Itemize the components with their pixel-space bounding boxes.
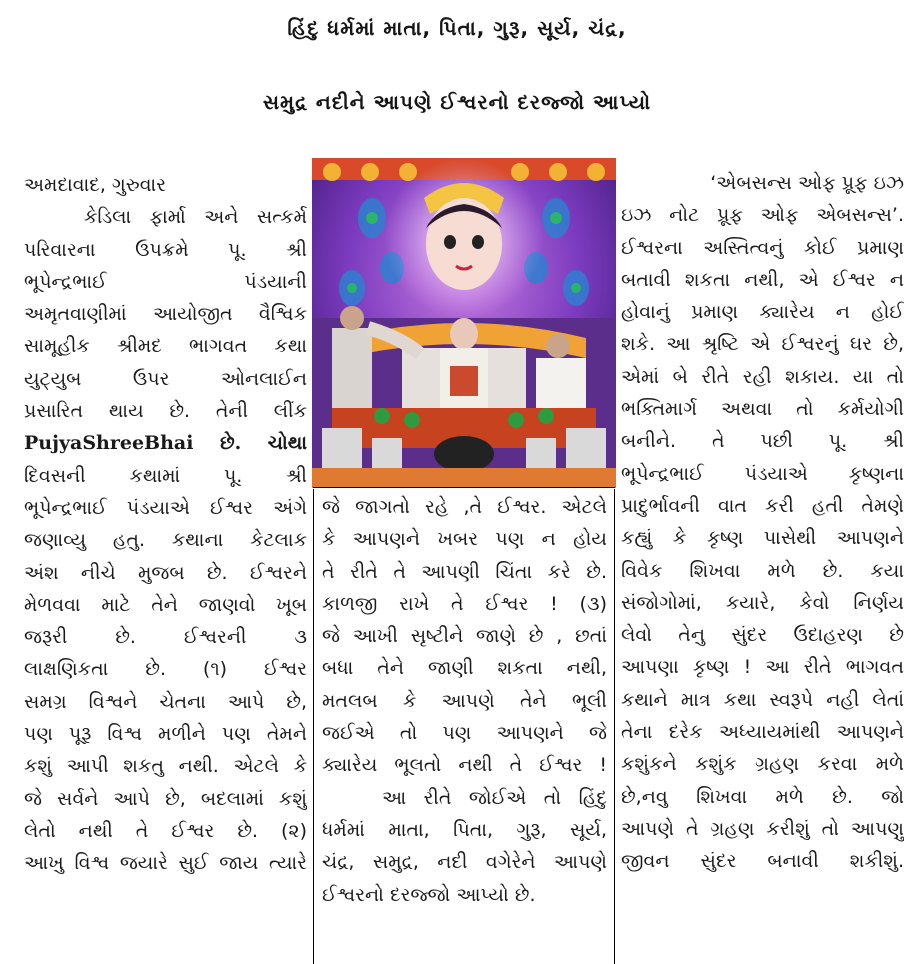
body-line: તેના દરેક અધ્યાયમાંથી આપણને [621, 721, 904, 744]
body-line: ભક્તિમાર્ગ અથવા તો કર્મયોગી [621, 398, 904, 421]
body-line: ‘એબસન્સ ઓફ પ્રૂફ ઇઝ [710, 172, 904, 194]
body-line: જણાવ્યુ હતુ. કથાના કેટલાક [24, 529, 307, 552]
body-line: છે,નવુ શિખવા મળે છે. જો [621, 785, 904, 808]
body-line: શકે. આ શ્રૃષ્ટિ એ ઈશ્વરનું ઘર છે, [621, 333, 904, 356]
body-line: આપણા કૃષ્ણ ! આ રીતે ભાગવત [621, 656, 904, 679]
body-line: ભૂપેન્દ્રભાઈ પંડયાએ ઈશ્વર અંગે [24, 496, 307, 519]
body-line: તે રીતે તે આપણી ચિંતા કરે છે. [322, 560, 607, 583]
body-line: પ્રાદુર્ભાવની વાત કરી હતી તેમણે [621, 494, 904, 517]
body-line: ક્યારેય ભૂલતો નથી તે ઈશ્વર ! [322, 754, 607, 777]
body-line: સંજોગોમાં, કયારે, કેવો નિર્ણય [621, 591, 904, 614]
column-rule-right [614, 489, 615, 964]
body-line: અમૃતવાણીમાં આયોજીત વૈશ્વિક [24, 303, 307, 326]
body-line: બધા તેને જાણી શકતા નથી, [322, 657, 607, 680]
article-column-1 [24, 169, 307, 880]
body-line: કહ્યું કે કૃષ્ણ પાસેથી આપણને [621, 527, 904, 550]
body-line: સામૂહીક શ્રીમદ ભાગવત કથા [24, 335, 307, 358]
body-line: જીવન સુંદર બનાવી શકીશું. [621, 850, 904, 873]
headline-line-2: સમુદ્ર નદીને આપણે ઈશ્વરનો દરજ્જો આપ્યો [262, 90, 652, 114]
body-line: PujyaShreeBhai છે. ચોથા [24, 432, 307, 455]
body-line: ચંદ્ર, સમુદ્ર, નદી વગેરેને આપણે [322, 851, 607, 874]
column-rule-left [313, 489, 314, 964]
body-line: જરૂરી છે. ઈશ્વરની ૩ [24, 626, 307, 649]
body-line: યુટ્યુબ ઉપર ઓનલાઈન [24, 367, 307, 390]
body-line: એમાં બે રીતે રહી શકાય. યા તો [621, 365, 904, 388]
body-line: કશું આપી શકતુ નથી. એટલે કે [24, 755, 307, 778]
dateline: અમદાવાદ, ગુરુવાર [24, 174, 167, 196]
article-column-3 [621, 167, 904, 878]
body-line: હોવાનું પ્રમાણ ક્યારેય ન હોઈ [621, 301, 904, 324]
body-line: લેતો નથી તે ઈશ્વર છે. (૨) [24, 819, 307, 842]
body-line: બનીને. તે પછી પૂ. શ્રી [621, 430, 904, 453]
body-line: પણ પૂરૂ વિશ્વ મળીને પણ તેમને [24, 723, 307, 746]
body-line: વિવેક શિખવા મળે છે. કયા [621, 559, 904, 582]
body-line: કાળજી રાખે તે ઈશ્વર ! (૩) [322, 592, 607, 615]
column-rule-top [313, 487, 615, 488]
body-line: જે સર્વને આપે છે, બદલામાં કશું [24, 787, 307, 810]
body-line: આપણે તે ગ્રહણ કરીશું તો આપણુ [621, 817, 904, 840]
body-line: ભૂપેન્દ્રભાઈ પંડયાએ કૃષ્ણના [621, 462, 904, 485]
body-line: જઈએ તો પણ આપણને જે [322, 722, 607, 745]
body-line: લેવો તેનુ સુંદર ઉદાહરણ છે [621, 624, 904, 647]
body-line: આખુ વિશ્વ જયારે સુઈ જાય ત્યારે [24, 852, 307, 875]
body-line: કશુંકને કશુંક ગ્રહણ કરવા મળે [621, 753, 904, 776]
body-line: ઈશ્વરના અસ્તિત્વનું કોઈ પ્રમાણ [621, 236, 904, 259]
katha-stage-photo [312, 158, 616, 488]
body-line: ઈશ્વરનો દરજ્જો આપ્યો છે. [322, 883, 536, 906]
body-line: જે આખી સૃષ્ટીને જાણે છે , છતાં [322, 625, 607, 648]
body-line: મતલબ કે આપણે તેને ભૂલી [322, 689, 607, 712]
body-line: કથાને માત્ર કથા સ્વરૂપે નહી લેતાં [621, 688, 904, 711]
article-column-2 [322, 491, 607, 911]
body-line: પ્રસારિત થાય છે. તેની લીંક [24, 400, 307, 423]
headline-line-1: હિંદુ ધર્મમાં માતા, પિતા, ગુરૂ, સૂર્ય, ચંદ્ર, [287, 16, 627, 40]
body-line: દિવસની કથામાં પૂ. શ્રી [24, 464, 307, 487]
body-line: સમગ્ર વિશ્વને ચેતના આપે છે, [24, 690, 307, 713]
body-line: બતાવી શકતા નથી, એ ઈશ્વર ન [621, 268, 904, 291]
body-line: લાક્ષણિકતા છે. (૧) ઈશ્વર [24, 658, 307, 681]
body-line: ઇઝ નોટ પ્રૂફ ઓફ એબસન્સ’. [621, 204, 904, 227]
body-line: અંશ નીચે મુજબ છે. ઈશ્વરને [24, 561, 307, 584]
body-line: પરિવારના ઉપક્રમે પૂ. શ્રી [24, 238, 307, 261]
body-line: મેળવવા માટે તેને જાણવો ખૂબ [24, 593, 307, 616]
body-line: ભૂપેન્દ્રભાઈ પંડયાની [24, 270, 307, 293]
body-line: આ રીતે જોઈએ તો હિંદુ [382, 786, 607, 809]
body-line: કેડિલા ફાર્મા અને સત્કર્મ [84, 206, 307, 229]
body-line: જે જાગતો રહે ,તે ઈશ્વર. એટલે [322, 496, 607, 518]
body-line: ધર્મમાં માતા, પિતા, ગુરૂ, સૂર્ય, [322, 818, 607, 841]
body-line: કે આપણને ખબર પણ ન હોય [322, 528, 607, 551]
